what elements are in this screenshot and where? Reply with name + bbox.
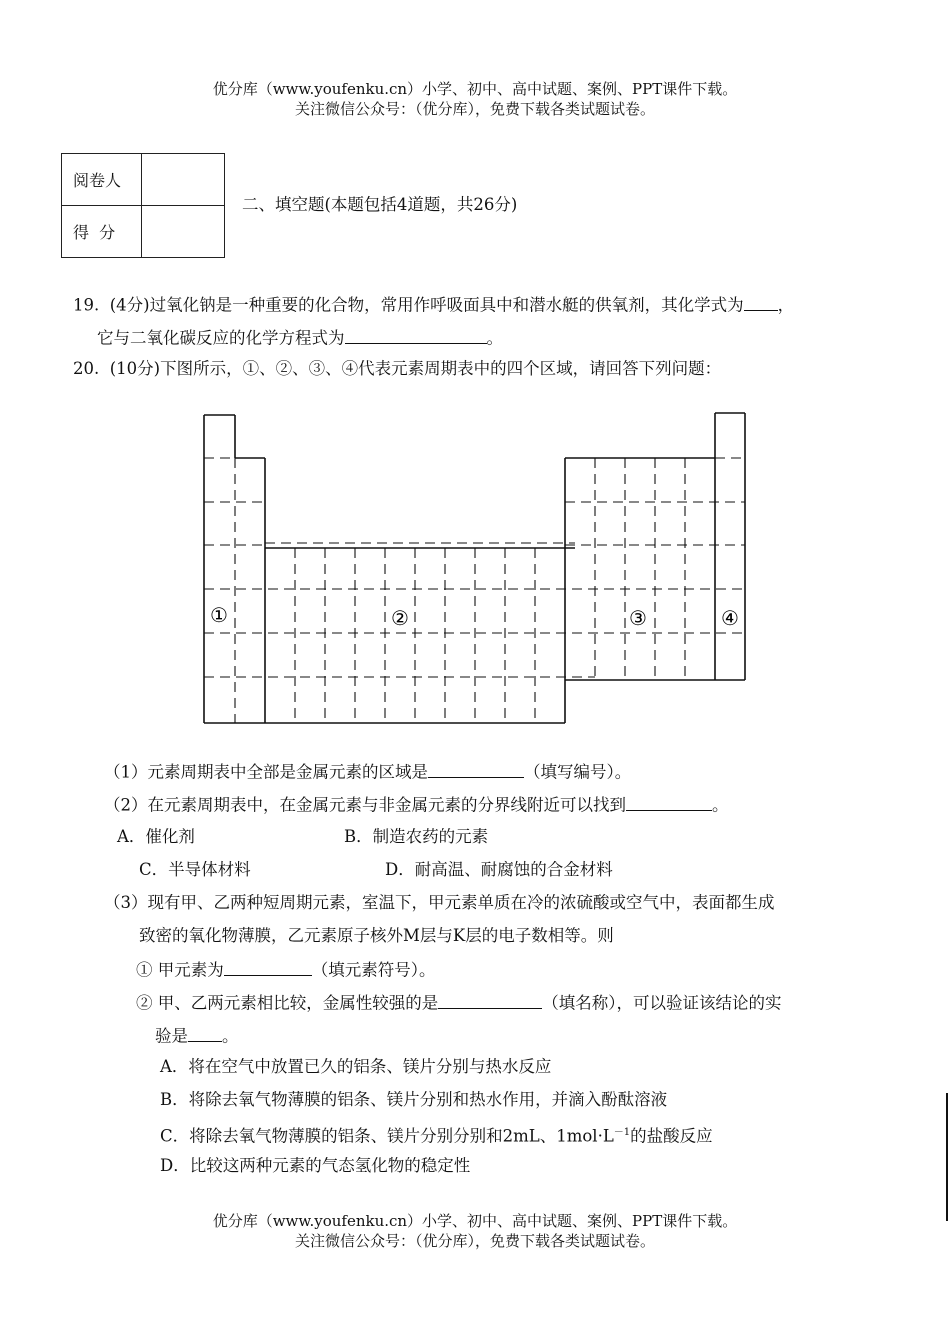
q20-part-3-sub-2-text: ② 甲、乙两元素相比较，金属性较强的是 bbox=[136, 993, 439, 1013]
score-blank bbox=[142, 206, 225, 258]
q20-part-3-line-1: （3）现有甲、乙两种短周期元素，室温下，甲元素单质在冷的浓硫酸或空气中，表面都生成 bbox=[104, 893, 775, 912]
table-gridlines bbox=[204, 458, 745, 723]
q20-intro bbox=[73, 358, 721, 380]
q20-part-2-option-a: A．催化剂 bbox=[117, 827, 195, 846]
q20-part-1-text: （1）元素周期表中全部是金属元素的区域是 bbox=[104, 762, 428, 782]
q20-part-3-option-c-text: C．将除去氧气物薄膜的铝条、镁片分别分别和2mL、1mol·L bbox=[160, 1126, 614, 1146]
q19-comma: ， bbox=[777, 295, 795, 315]
header-line-2: 关注微信公众号：（优分库），免费下载各类试题试卷。 bbox=[294, 100, 655, 118]
q20-part-3-option-a: A．将在空气中放置已久的铝条、镁片分别与热水反应 bbox=[160, 1057, 552, 1076]
region-1-label: ① bbox=[210, 603, 228, 627]
reviewer-blank bbox=[142, 154, 225, 206]
q20-part-3-sub-1-hint: （填元素符号）。 bbox=[311, 960, 436, 980]
q19-blank-equation bbox=[345, 326, 487, 344]
q20-part-1-blank bbox=[428, 760, 524, 778]
q19-blank-formula bbox=[744, 293, 778, 311]
q20-part-2-period: 。 bbox=[712, 795, 729, 815]
q20-part-2-option-d: D．耐高温、耐腐蚀的合金材料 bbox=[385, 860, 613, 879]
q19-line-2 bbox=[97, 326, 503, 350]
q20-part-3-sub-1-text: ① 甲元素为 bbox=[136, 960, 224, 980]
q20-part-3-sub-1 bbox=[136, 958, 436, 982]
q20-part-3-line-2: 致密的氧化物薄膜，乙元素原子核外M层与K层的电子数相等。则 bbox=[139, 926, 614, 945]
q20-part-3-option-d: D．比较这两种元素的气态氢化物的稳定性 bbox=[160, 1156, 471, 1175]
q20-part-2 bbox=[104, 793, 729, 817]
footer-line-1: 优分库（www.youfenku.cn）小学、初中、高中试题、案例、PPT课件下载。 bbox=[212, 1212, 738, 1230]
q20-part-2-option-c: C．半导体材料 bbox=[139, 860, 251, 879]
margin-bar bbox=[946, 1093, 948, 1221]
q20-part-3-sub-2-period: 。 bbox=[222, 1026, 239, 1046]
q20-part-3-option-c-sup: －1 bbox=[613, 1127, 631, 1138]
q20-part-2-option-b: B．制造农药的元素 bbox=[344, 827, 489, 846]
q20-part-3-sub-2-text-2: 验是 bbox=[155, 1026, 188, 1046]
q20-part-3-sub-2-cont bbox=[155, 1024, 239, 1048]
q20-part-2-text: （2）在元素周期表中，在金属元素与非金属元素的分界线附近可以找到 bbox=[104, 795, 626, 815]
q20-part-3-sub-2 bbox=[136, 991, 782, 1015]
q20-part-3-sub-2-blank-2 bbox=[188, 1024, 222, 1042]
periodic-table-diagram bbox=[200, 405, 760, 735]
q20-part-3-option-c bbox=[160, 1122, 713, 1148]
score-box bbox=[61, 153, 225, 258]
q20-part-3-option-b: B．将除去氧气物薄膜的铝条、镁片分别和热水作用，并滴入酚酞溶液 bbox=[160, 1090, 668, 1109]
region-4-label: ④ bbox=[721, 606, 739, 630]
q19-text-1: (4分)过氧化钠是一种重要的化合物，常用作呼吸面具中和潜水艇的供氧剂，其化学式为 bbox=[109, 295, 744, 315]
footer-line-2: 关注微信公众号：（优分库），免费下载各类试题试卷。 bbox=[294, 1232, 655, 1250]
q19-line-1 bbox=[73, 293, 794, 317]
region-3-label: ③ bbox=[629, 606, 647, 630]
score-label: 得 分 bbox=[62, 206, 142, 258]
q19-period: 。 bbox=[486, 328, 503, 348]
q20-part-1-hint: （填写编号）。 bbox=[524, 762, 632, 782]
reviewer-label: 阅卷人 bbox=[62, 154, 142, 206]
q20-intro-text: (10分)下图所示，①、②、③、④代表元素周期表中的四个区域，请回答下列问题： bbox=[109, 359, 722, 378]
q20-part-3-option-c-text-2: 的盐酸反应 bbox=[630, 1126, 713, 1146]
q20-part-3-sub-2-blank-1 bbox=[438, 991, 542, 1009]
header-line-1: 优分库（www.youfenku.cn）小学、初中、高中试题、案例、PPT课件下载。 bbox=[212, 80, 738, 98]
q20-part-3-sub-2-hint: （填名称），可以验证该结论的实 bbox=[542, 993, 782, 1013]
q19-number: 19. bbox=[73, 295, 100, 315]
q19-text-2: 它与二氧化碳反应的化学方程式为 bbox=[97, 328, 345, 348]
q20-number: 20. bbox=[73, 359, 100, 378]
q20-part-1 bbox=[104, 760, 631, 784]
q20-part-2-blank bbox=[626, 793, 712, 811]
q20-part-3-sub-1-blank bbox=[224, 958, 312, 976]
section-title: 二、填空题(本题包括4道题，共26分) bbox=[242, 195, 518, 214]
region-2-label: ② bbox=[391, 606, 409, 630]
